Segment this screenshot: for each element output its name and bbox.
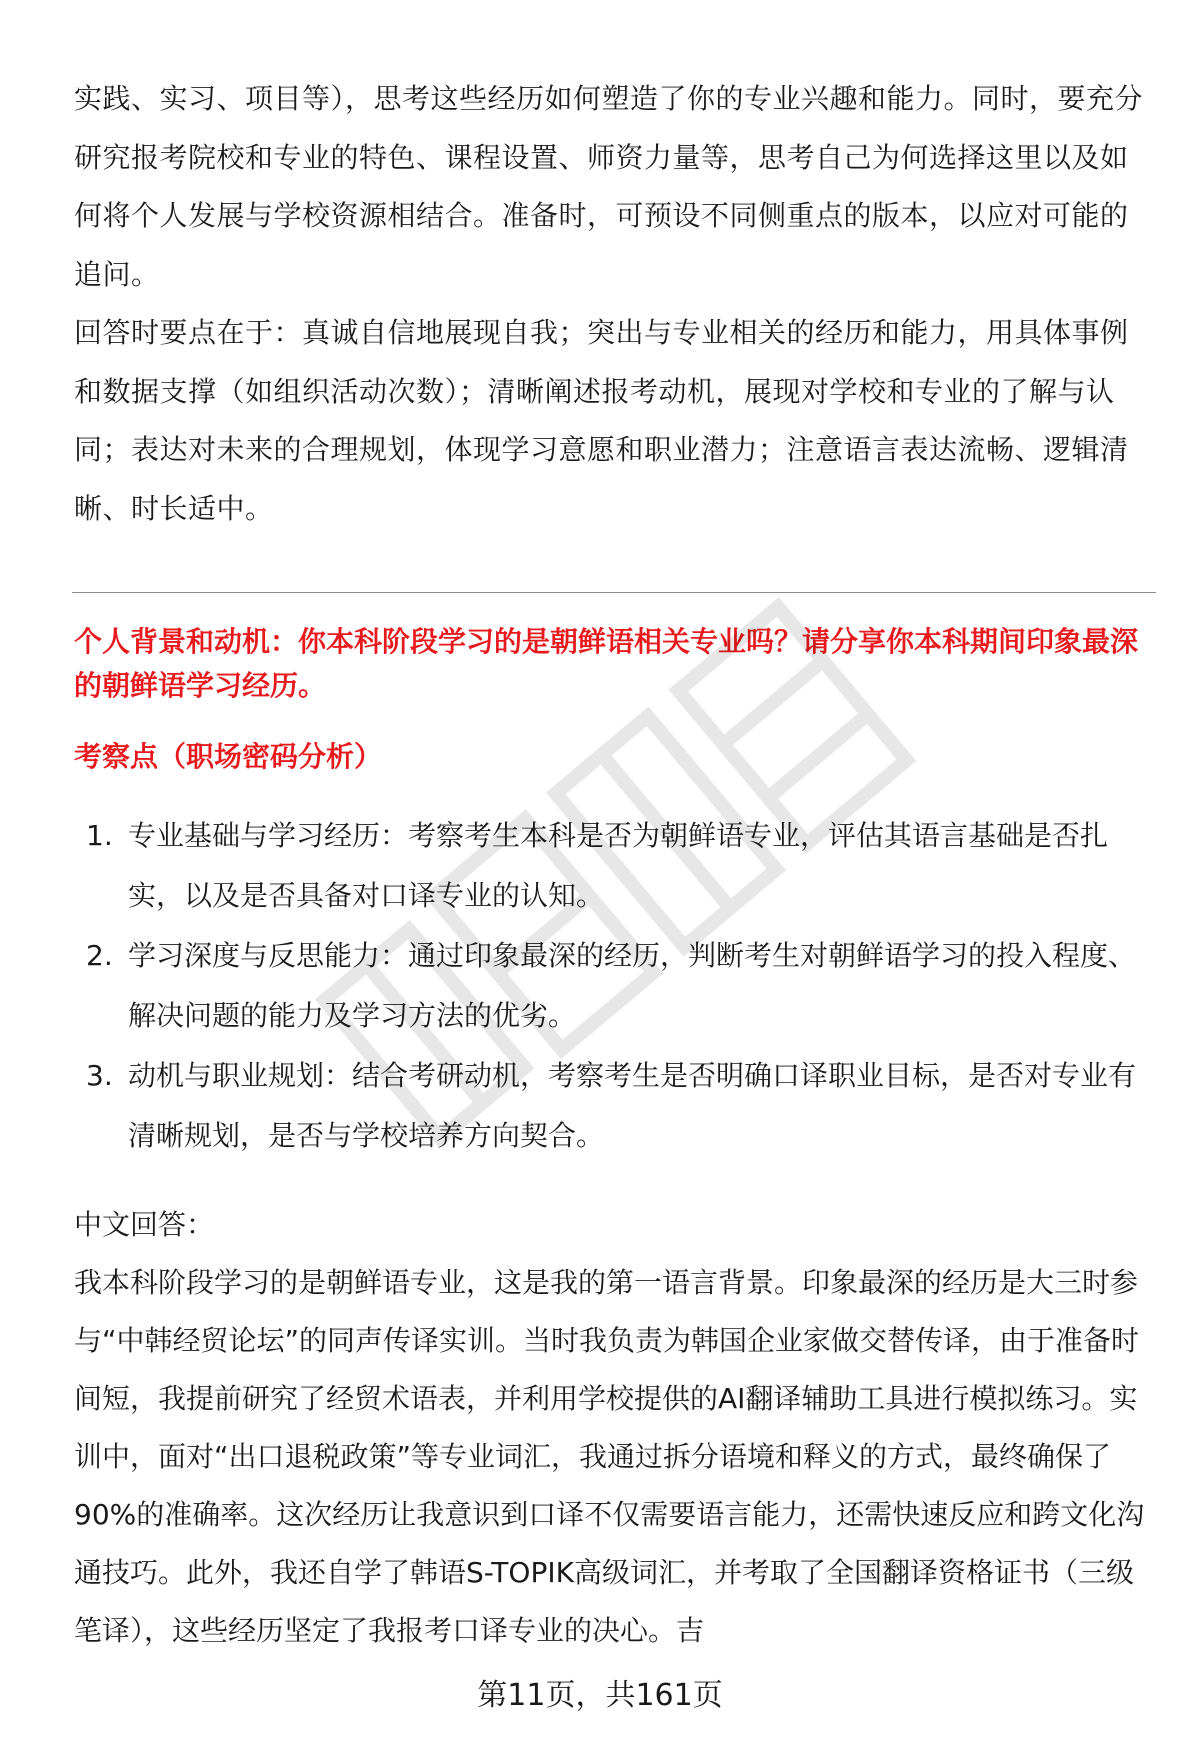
list-item-number: 1. (86, 819, 113, 852)
list-item-text: 动机与职业规划：结合考研动机，考察考生是否明确口译职业目标，是否对专业有清晰规划，是否与学校培养方向契合。 (128, 1059, 1137, 1152)
list-item (74, 926, 1156, 1046)
intro-paragraph-2: 回答时要点在于：真诚自信地展现自我；突出与专业相关的经历和能力，用具体事例和数据支撑（如组织活动次数）；清晰阐述报考动机，展现对学校和专业的了解与认同；表达对未来的合理规划，体现学习意愿和职业潜力；注意语言表达流畅、逻辑清晰、时长适中。 (74, 316, 1129, 525)
intro-section (74, 70, 1154, 538)
interview-question: 个人背景和动机：你本科阶段学习的是朝鲜语相关专业吗？请分享你本科期间印象最深的朝鲜语学习经历。 (74, 625, 1139, 702)
answer-body: 我本科阶段学习的是朝鲜语专业，这是我的第一语言背景。印象最深的经历是大三时参与“中韩经贸论坛”的同声传译实训。当时我负责为韩国企业家做交替传译，由于准备时间短，我提前研究了经贸术语表，并利用学校提供的AI翻译辅助工具进行模拟练习。实训中，面对“出口退税政策”等专业词汇，我通过拆分语境和释义的方式，最终确保了90%的准确率。这次经历让我意识到口译不仅需要语言能力，还需快速反应和跨文化沟通技巧。此外，我还自学了韩语S-TOPIK高级词汇，并考取了全国翻译资格证书（三级笔译），这些经历坚定了我报考口译专业的决心。吉 (74, 1266, 1145, 1647)
section-divider (72, 592, 1156, 593)
assessment-points-list (74, 806, 1156, 1166)
list-item-text: 学习深度与反思能力：通过印象最深的经历，判断考生对朝鲜语学习的投入程度、解决问题的能力及学习方法的优劣。 (128, 939, 1137, 1032)
intro-paragraph-1: 实践、实习、项目等），思考这些经历如何塑造了你的专业兴趣和能力。同时，要充分研究报考院校和专业的特色、课程设置、师资力量等，思考自己为何选择这里以及如何将个人发展与学校资源相结合。准备时，可预设不同侧重点的版本，以应对可能的追问。 (74, 82, 1144, 291)
list-item-number: 2. (86, 939, 113, 972)
page-number-footer: 第11页，共161页 (477, 1678, 723, 1713)
list-item (74, 806, 1156, 926)
assessment-points-heading: 考察点（职场密码分析） (74, 740, 383, 773)
answer-label: 中文回答： (74, 1208, 215, 1241)
list-item-number: 3. (86, 1059, 113, 1092)
list-item-text: 专业基础与学习经历：考察考生本科是否为朝鲜语专业，评估其语言基础是否扎实，以及是否具备对口译专业的认知。 (128, 819, 1109, 912)
list-item (74, 1046, 1156, 1166)
